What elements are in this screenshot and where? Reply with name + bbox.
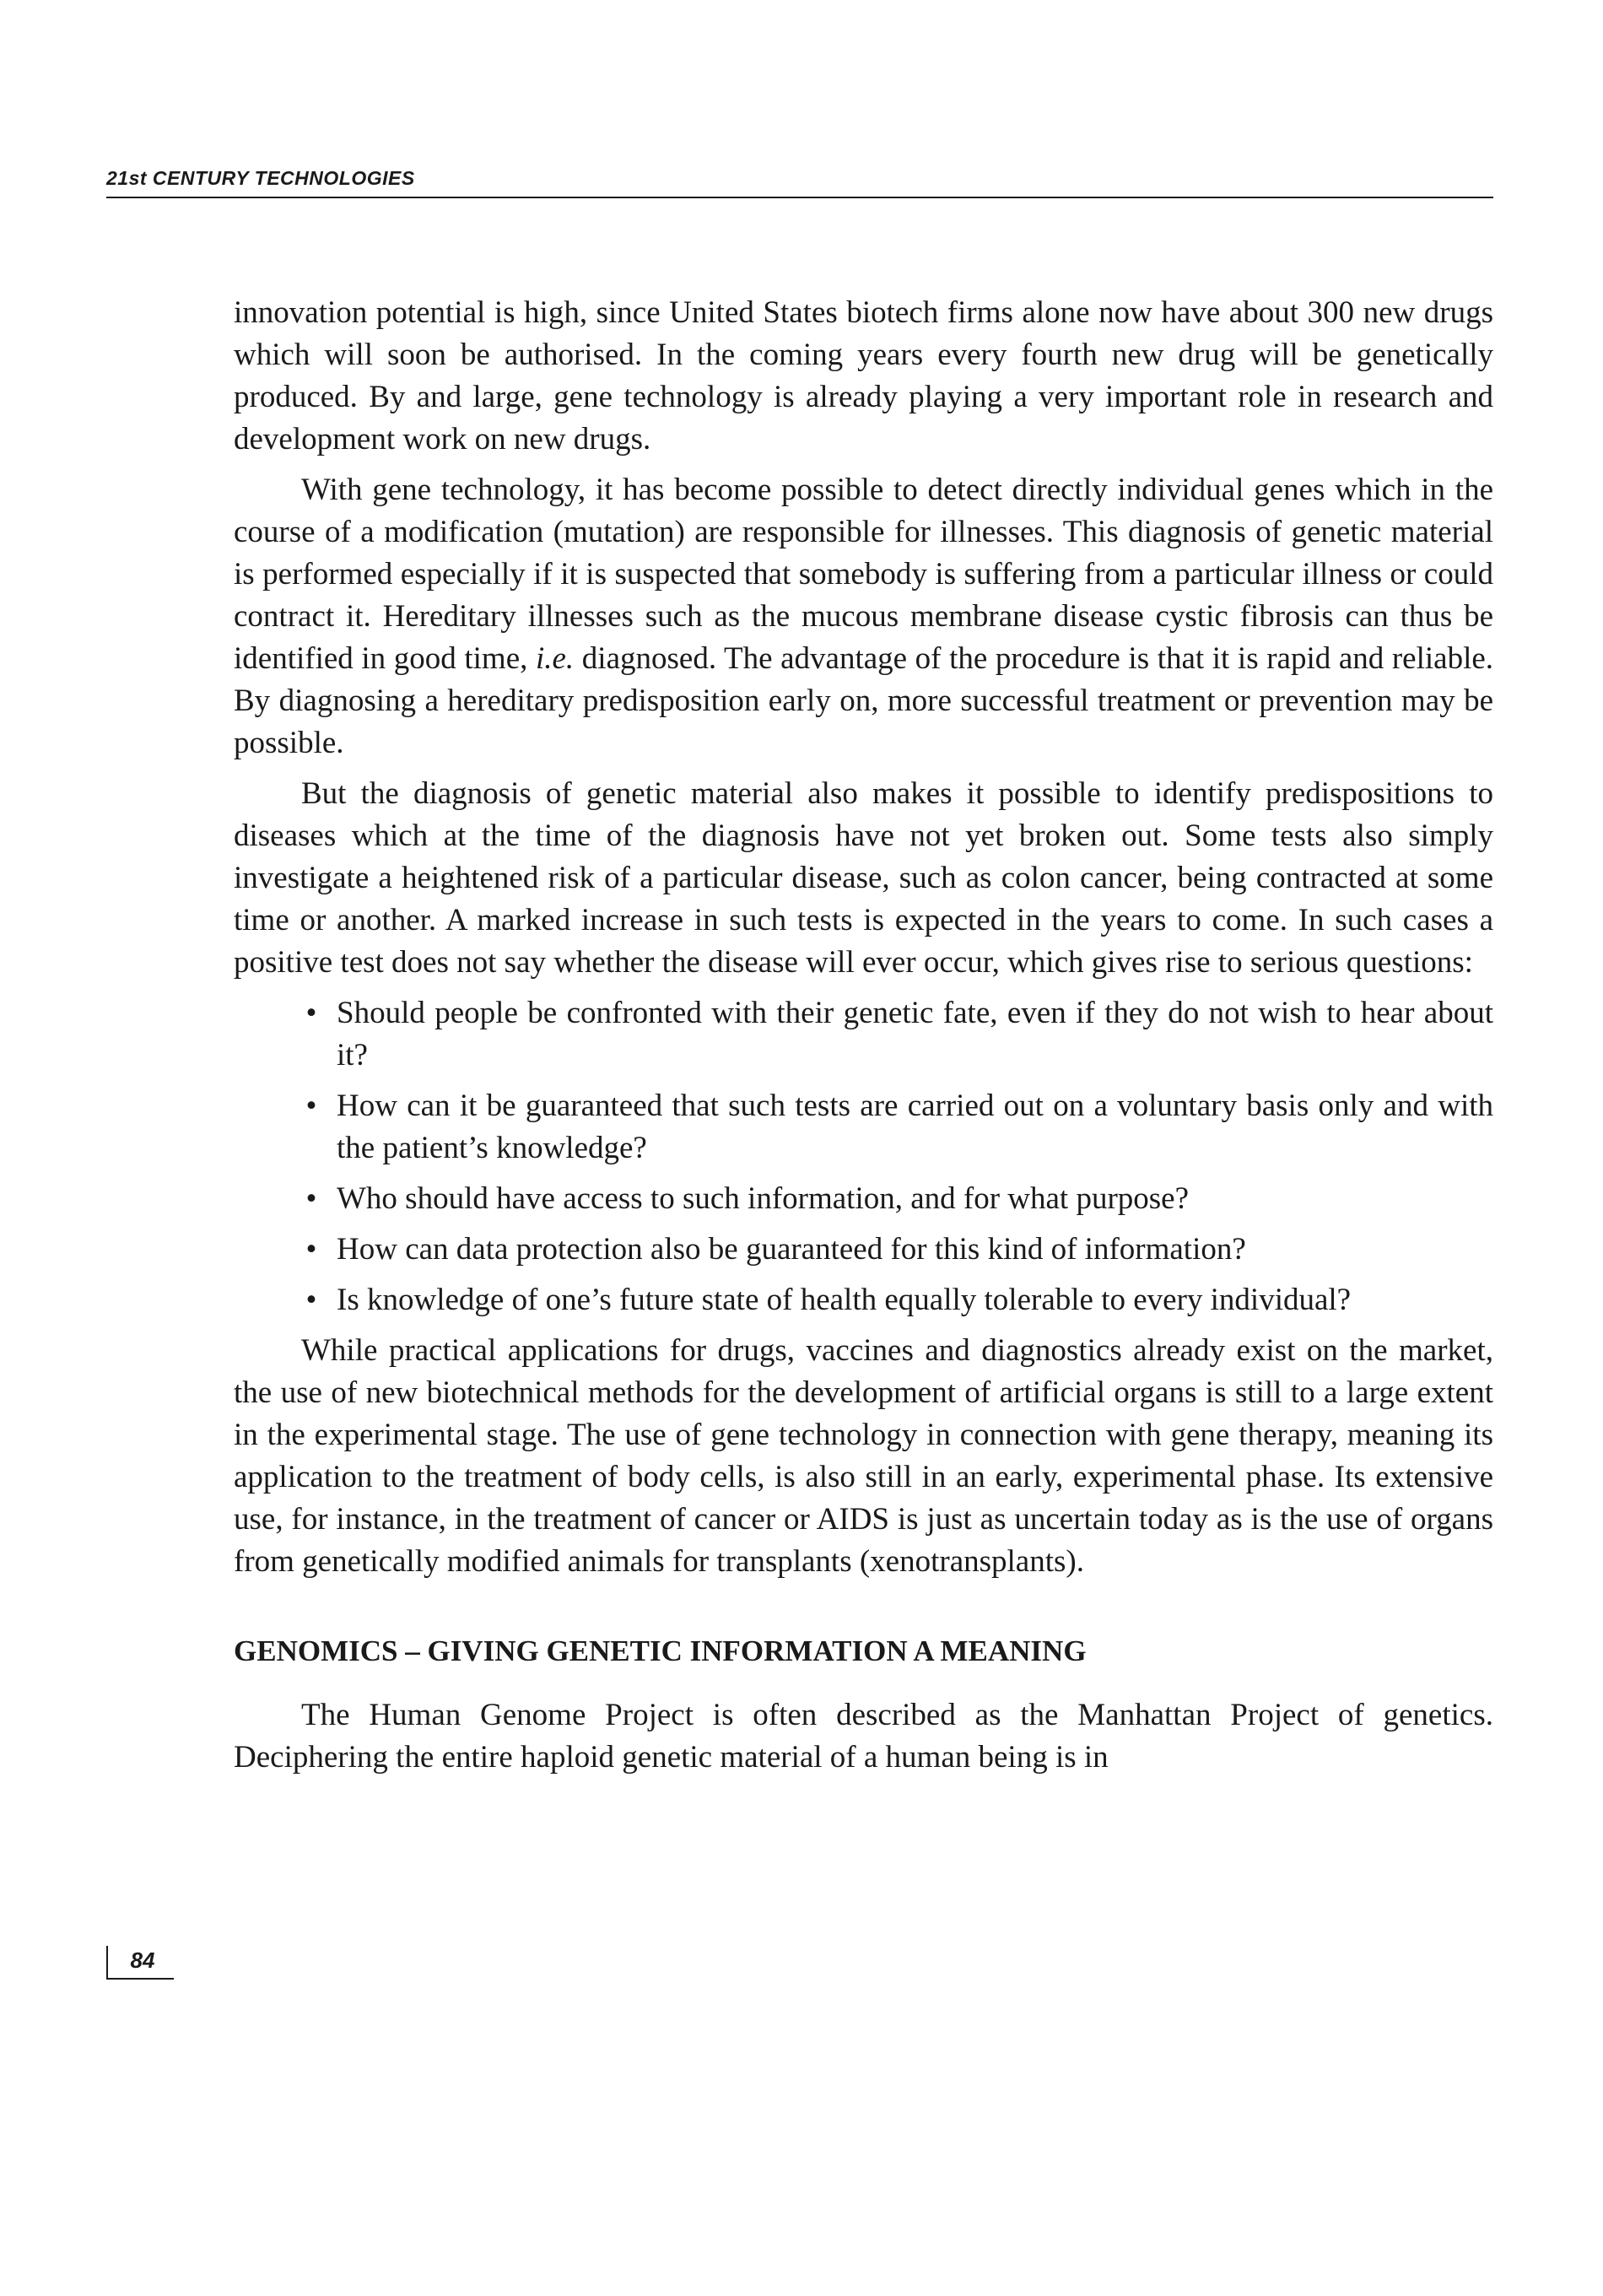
bullet-icon: • [305,1089,317,1123]
paragraph-1: innovation potential is high, since United States biotech firms alone now have about 300 new drugs which will soon be authorised. In the coming years every fourth new drug will be genetically produced. By and large, gene technology is already playing a very important role in research and development work on new drugs. [234,295,1493,456]
list-item-text: How can data protection also be guaranteed for this kind of information? [337,1232,1246,1267]
paragraph-5: The Human Genome Project is often described as the Manhattan Project of genetics. Deciphering the entire haploid genetic material of a human being is in [234,1698,1493,1775]
bullet-icon: • [305,1181,317,1216]
body-text [234,292,1493,1787]
list-item [305,992,1493,1077]
list-item-text: Is knowledge of one’s future state of health equally tolerable to every individual? [337,1283,1352,1317]
list-item-text: Should people be confronted with their genetic fate, even if they do not wish to hear about it? [337,996,1493,1072]
list-item [305,1085,1493,1170]
section-heading: GENOMICS – GIVING GENETIC INFORMATION A MEANING [234,1634,1087,1667]
running-head: 21st CENTURY TECHNOLOGIES [106,167,415,189]
paragraph-4: While practical applications for drugs, vaccines and diagnostics already exist on the market, the use of new biotechnical methods for the development of artificial organs is still to a large extent in the experimental stage. The use of gene technology in connection with gene therapy, meaning its application to the treatment of body cells, is also still in an early, experimental phase. Its extensive use, for instance, in the treatment of cancer or AIDS is just as uncertain today as is the use of organs from genetically modified animals for transplants (xenotransplants). [234,1333,1493,1579]
question-list [234,992,1493,1321]
bullet-icon: • [305,1232,317,1267]
paragraph-2 [234,469,1493,764]
page-number: 84 [106,1946,174,1980]
list-item [305,1178,1493,1220]
list-item-text: How can it be guaranteed that such tests are carried out on a voluntary basis only and with the patient’s knowledge? [337,1089,1493,1165]
bullet-icon: • [305,1283,317,1317]
ie-abbreviation: i.e. [535,641,575,676]
paragraph-3: But the diagnosis of genetic material also makes it possible to identify predispositions to diseases which at the time of the diagnosis have not yet broken out. Some tests also simply investigate a heightened risk of a particular disease, such as colon cancer, being contracted at some time or another. A marked increase in such tests is expected in the years to come. In such cases a positive test does not say whether the disease will ever occur, which gives rise to serious questions: [234,776,1493,980]
list-item-text: Who should have access to such information, and for what purpose? [337,1181,1190,1216]
list-item [305,1229,1493,1271]
header-rule [106,197,1493,198]
paragraph-2-part-1: With gene technology, it has become possible to detect directly individual genes which in the course of a modification (mutation) are responsible for illnesses. This diagnosis of genetic material is performed especially if it is suspected that somebody is suffering from a particular illness or could contract it. Hereditary illnesses such as the mucous membrane disease cystic fibrosis can thus be identified in good time, [234,473,1493,676]
paragraph-2-part-2: diagnosed. The advantage of the procedure is that it is rapid and reliable. By diagnosing a hereditary predisposition early on, more successful treatment or prevention may be possible. [234,641,1494,760]
bullet-icon: • [305,996,317,1030]
list-item [305,1279,1493,1321]
